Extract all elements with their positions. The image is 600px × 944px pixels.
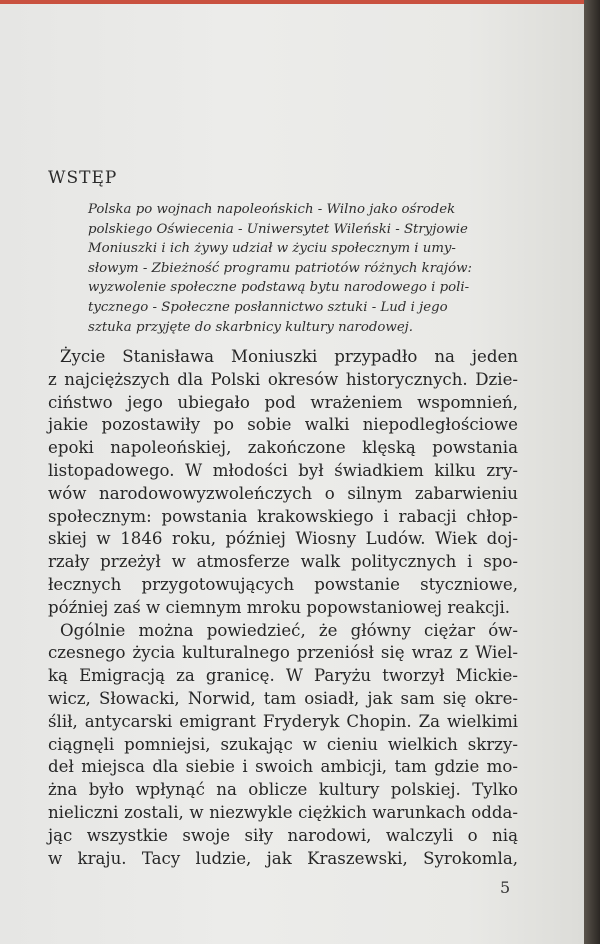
body-line: rzały przeżył w atmosferze walk politycznych i spo-: [48, 552, 518, 572]
body-line: później zaś w ciemnym mroku popowstaniowej reakcji.: [48, 597, 511, 617]
body-line: nieliczni zostali, w niezwykle ciężkich warunkach odda-: [48, 802, 518, 822]
body-line: Ogólnie można powiedzieć, że główny ciężar ów-: [60, 620, 518, 640]
body-line: wicz, Słowacki, Norwid, tam osiadł, jak sam się okre-: [48, 688, 518, 708]
page-number: 5: [500, 878, 511, 897]
body-text: [48, 346, 518, 870]
body-line: ciństwo jego ubiegało pod wrażeniem wspomnień,: [48, 392, 518, 412]
body-line: czesnego życia kulturalnego przeniósł się wraz z Wiel-: [48, 643, 518, 663]
body-line: skiej w 1846 roku, później Wiosny Ludów. Wiek doj-: [48, 529, 518, 549]
body-line: jakie pozostawiły po sobie walki niepodległościowe: [48, 415, 518, 435]
body-line: ką Emigracją za granicę. W Paryżu tworzył Mickie-: [48, 666, 518, 686]
summary-line: wyzwolenie społeczne podstawą bytu narodowego i poli-: [88, 280, 470, 296]
body-line: w kraju. Tacy ludzie, jak Kraszewski, Syrokomla,: [48, 848, 518, 868]
body-line: deł miejsca dla siebie i swoich ambicji, tam gdzie mo-: [48, 757, 518, 777]
summary-line: słowym - Zbieżność programu patriotów różnych krajów:: [88, 260, 472, 276]
summary-line: polskiego Oświecenia - Uniwersytet Wileński - Stryjowie: [88, 221, 468, 237]
body-line: ciągnęli pomniejsi, szukając w cieniu wielkich skrzy-: [48, 734, 518, 754]
body-line: jąc wszystkie swoje siły narodowi, walczyli o nią: [48, 825, 518, 845]
section-heading: WSTĘP: [48, 168, 118, 188]
chapter-summary: [88, 200, 518, 337]
body-line: wów narodowowyzwoleńczych o silnym zabarwieniu: [48, 483, 518, 503]
body-line: epoki napoleońskiej, zakończone klęską powstania: [48, 438, 518, 458]
summary-line: Polska po wojnach napoleońskich - Wilno jako ośrodek: [88, 202, 456, 217]
book-edge: [584, 0, 600, 944]
body-line: żna było wpłynąć na oblicze kultury polskiej. Tylko: [48, 780, 518, 800]
body-line: listopadowego. W młodości był świadkiem kilku zry-: [48, 460, 518, 480]
summary-line: Moniuszki i ich żywy udział w życiu społecznym i umy-: [88, 241, 456, 257]
body-line: ślił, antycarski emigrant Fryderyk Chopin. Za wielkimi: [48, 711, 518, 731]
body-line: z najcięższych dla Polski okresów historycznych. Dzie-: [48, 369, 518, 389]
summary-line: tycznego - Społeczne posłannictwo sztuki - Lud i jego: [88, 299, 448, 315]
body-line: łecznych przygotowujących powstanie styczniowe,: [48, 574, 518, 594]
body-line: społecznym: powstania krakowskiego i rabacji chłop-: [48, 506, 518, 526]
summary-line: sztuka przyjęte do skarbnicy kultury narodowej.: [88, 319, 414, 335]
body-line: Życie Stanisława Moniuszki przypadło na jeden: [60, 347, 518, 366]
